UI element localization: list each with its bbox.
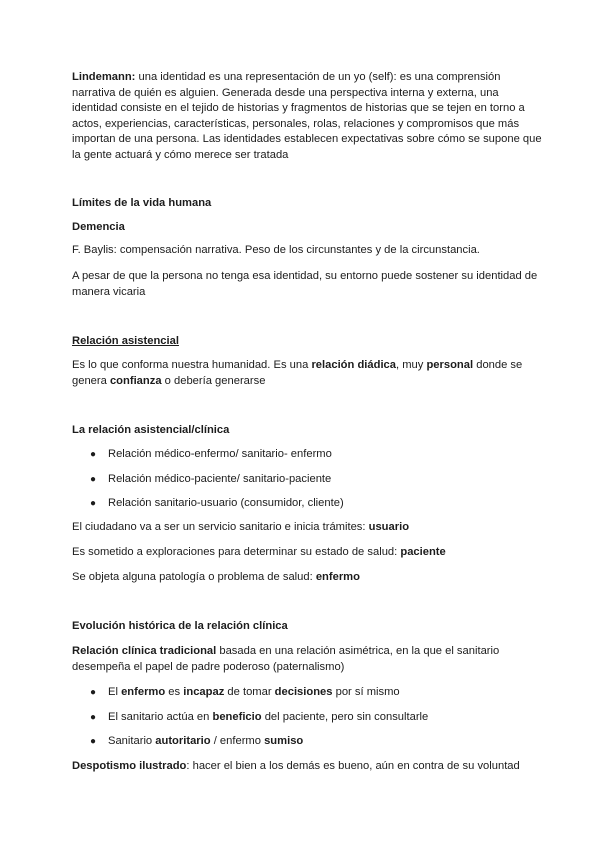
bold-fragment: paciente — [400, 546, 446, 558]
list-item — [90, 472, 331, 488]
paragraph-lindemann — [72, 70, 542, 164]
bold-fragment: confianza — [109, 374, 162, 387]
text-fragment: El sanitario actúa en — [108, 711, 213, 723]
paragraph-vicaria: A pesar de que la persona no tenga esa identidad, su entorno puede sostener su identidad de manera vicaria — [72, 270, 538, 298]
bold-fragment: relación diádica — [311, 359, 396, 371]
text-fragment: / enfermo — [210, 735, 265, 747]
list-item — [90, 447, 332, 463]
bold-fragment: sumiso — [264, 735, 304, 747]
bold-fragment: Relación clínica tradicional — [72, 645, 217, 657]
text-fragment: : hacer el bien a los demás es bueno, aún en contra de su voluntad — [186, 760, 520, 772]
text-fragment: donde se genera — [72, 359, 523, 387]
text-fragment: , muy — [396, 359, 427, 371]
text-fragment: Se objeta alguna patología o problema de salud: — [72, 571, 316, 583]
text-fragment: del paciente, pero sin consultarle — [261, 711, 429, 723]
text-fragment: Es lo que conforma nuestra humanidad. Es una — [72, 359, 312, 371]
term-lindemann: Lindemann: — [72, 71, 136, 83]
paragraph-despotismo — [72, 759, 552, 775]
bullet-text: Relación sanitario-usuario (consumidor, cliente) — [108, 497, 344, 509]
bold-fragment: usuario — [368, 521, 410, 533]
list-item — [90, 496, 344, 512]
heading-relacion-clinica: La relación asistencial/clínica — [72, 424, 230, 436]
bullet-icon: ● — [90, 474, 97, 485]
bullet-icon: ● — [90, 498, 97, 509]
text-fragment: basada en una relación asimétrica, en la que el sanitario desempeña el papel de padre poderoso (paternalismo) — [72, 645, 500, 673]
lindemann-text: una identidad es una representación de un yo (self): es una comprensión narrativa de quién es alguien. Generada desde una perspectiva interna y externa, una identidad consiste en el tejido de historias y fragmentos de historias que se tejen en torno a actos, experiencias, características, personales, rolas, relaciones y compromisos que más importan de una persona. Las identidades establecen expectativas sobre cómo se supone que la gente actuará y cómo merece ser tratada — [72, 71, 542, 161]
text-fragment: Sanitario — [108, 735, 156, 747]
heading-limites: Límites de la vida humana — [72, 197, 212, 209]
bold-fragment: beneficio — [212, 711, 262, 723]
bullet-icon: ● — [90, 449, 97, 460]
bullet-text: Relación médico-paciente/ sanitario-paciente — [108, 473, 332, 485]
bold-fragment: autoritario — [155, 735, 211, 747]
bold-fragment: Despotismo ilustrado — [72, 760, 187, 772]
heading-evolucion: Evolución histórica de la relación clínica — [72, 620, 288, 632]
bullet-icon: ● — [90, 712, 97, 723]
bold-fragment: incapaz — [183, 686, 225, 698]
text-fragment: El — [108, 686, 122, 698]
paragraph-usuario — [72, 520, 542, 536]
bullet-text: Relación médico-enfermo/ sanitario- enfermo — [108, 448, 332, 460]
bold-fragment: personal — [426, 359, 474, 371]
subheading-demencia: Demencia — [72, 221, 125, 233]
bullet-icon: ● — [90, 736, 97, 747]
paragraph-tradicional — [72, 644, 542, 675]
text-fragment: o debería generarse — [161, 374, 266, 387]
heading-relacion-asistencial: Relación asistencial — [72, 335, 179, 347]
text-fragment: de tomar — [224, 686, 275, 698]
list-item — [90, 734, 303, 750]
bold-fragment: enfermo — [315, 571, 360, 583]
paragraph-baylis: F. Baylis: compensación narrativa. Peso de los circunstantes y de la circunstancia. — [72, 244, 480, 256]
list-item — [90, 710, 428, 726]
bold-fragment: decisiones — [274, 686, 333, 698]
text-fragment: El ciudadano va a ser un servicio sanitario e inicia trámites: — [72, 521, 369, 533]
paragraph-relacion — [72, 358, 542, 389]
bullet-icon: ● — [90, 687, 97, 698]
paragraph-paciente — [72, 545, 542, 561]
text-fragment: es — [165, 686, 184, 698]
text-fragment: Es sometido a exploraciones para determinar su estado de salud: — [72, 546, 401, 558]
bold-fragment: enfermo — [121, 686, 166, 698]
text-fragment: por sí mismo — [332, 686, 400, 698]
list-item — [90, 685, 400, 701]
paragraph-enfermo — [72, 570, 542, 586]
